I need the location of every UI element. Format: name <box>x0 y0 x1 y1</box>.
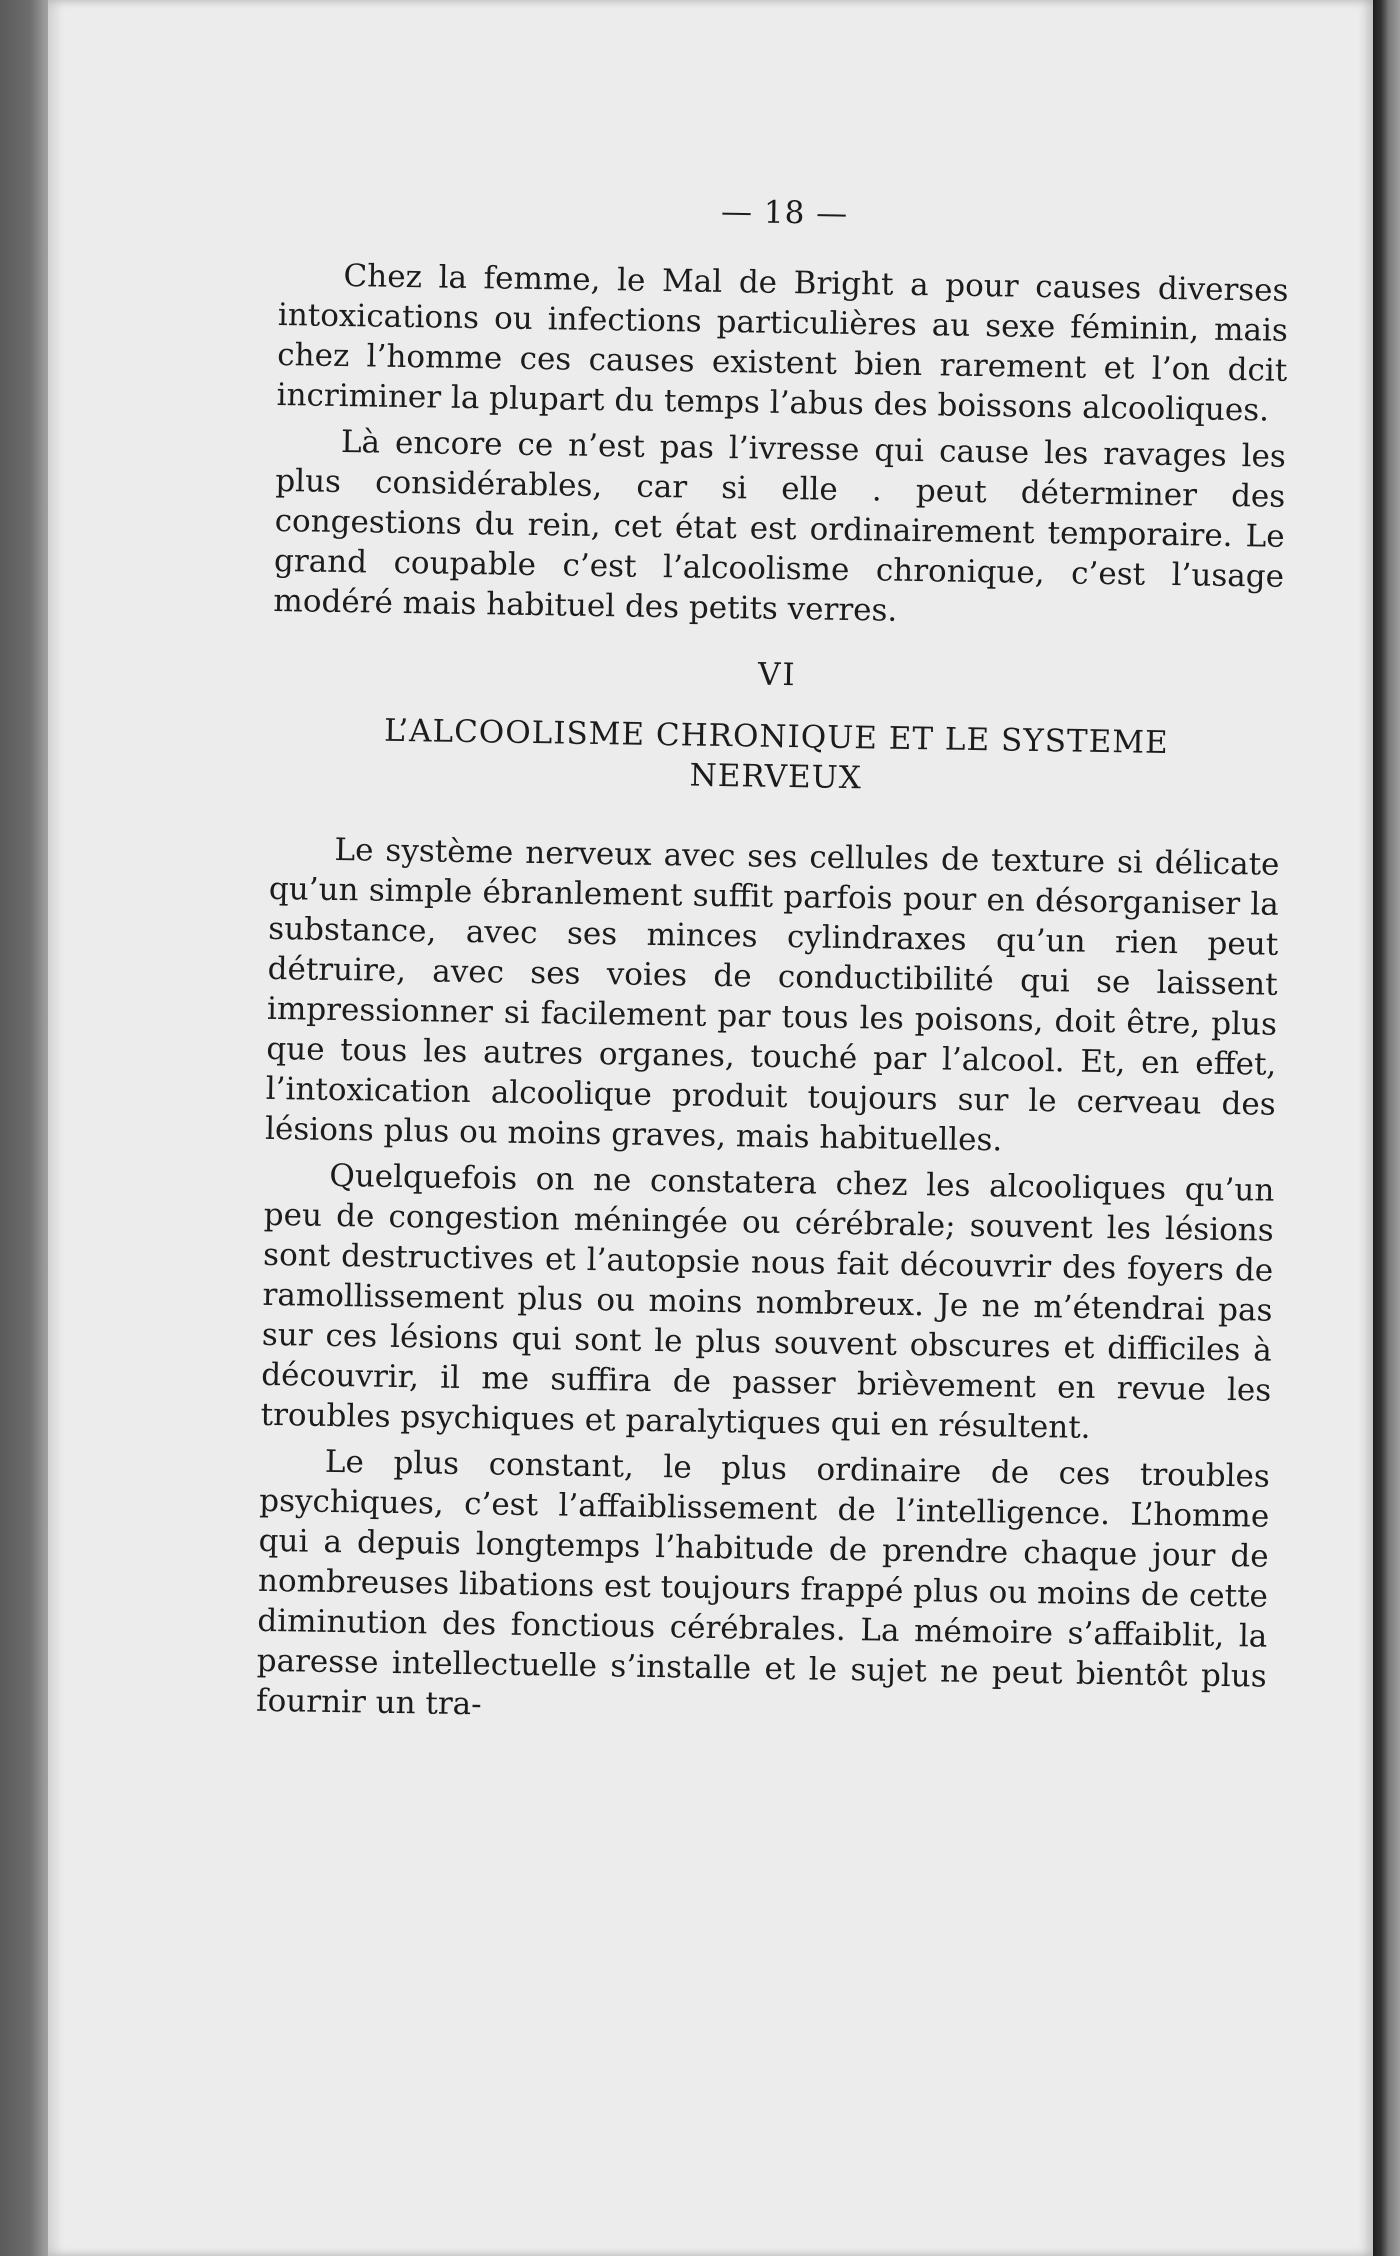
paragraph: Le système nerveux avec ses cellules de texture si délicate qu’un simple ébranlement suffit parfois pour en désorganiser la substance, avec ses minces cylindraxes qu’un rien peut détruire, avec ses voies de conductibilité qui se laissent impressionner si facilement par tous les poisons, doit être, plus que tous les autres organes, touché par l’alcool. Et, en effet, l’intoxication alcoolique produit toujours sur le cerveau des lésions plus ou moins graves, mais habituelles. <box>264 831 1280 1159</box>
paragraph: Chez la femme, le Mal de Bright a pour causes diverses intoxications ou infections particulières au sexe féminin, mais chez l’homme ces causes existent bien rarement et l’on dcit incriminer la plupart du temps l’abus des boissons alcooliques. <box>276 258 1289 429</box>
book-page <box>48 0 1373 2256</box>
paragraph: Quelquefois on ne constatera chez les alcooliques qu’un peu de congestion méningée ou cérébrale; souvent les lésions sont destructives et l’autopsie nous fait découvrir des foyers de ramollissement plus ou moins nombreux. Je ne m’étendrai pas sur ces lésions qui sont le plus souvent obscures et difficiles à découvrir, il me suffira de passer brièvement en revue les troubles psychiques et paralytiques qui en résultent. <box>260 1157 1275 1446</box>
paragraph: Le plus constant, le plus ordinaire de ces troubles psychiques, c’est l’affaiblissement de l’intelligence. L’homme qui a depuis longtemps l’habitude de prendre chaque jour de nombreuses libations est toujours frappé plus ou moins de cette diminution des fonctious cérébrales. La mémoire s’affaiblit, la paresse intellectuelle s’installe et le sujet ne peut bientôt plus fournir un tra- <box>255 1443 1271 1723</box>
section-title <box>271 709 1282 805</box>
page-text <box>256 185 1290 1743</box>
section-title-line: L’ALCOOLISME CHRONIQUE ET LE SYSTEME <box>383 712 1169 762</box>
page-edge-shadow <box>1373 0 1400 2256</box>
section-title-line: NERVEUX <box>689 757 863 797</box>
page-number: — 18 — <box>720 193 849 232</box>
paragraph: Là encore ce n’est pas l’ivresse qui cause les ravages les plus considérables, car si elle . peut déterminer des congestions du rein, cet état est ordinairement temporaire. Le grand coupable c’est l’alcoolisme chronique, c’est l’usage modéré mais habituel des petits verres. <box>273 423 1287 629</box>
section-number: VI <box>757 656 797 694</box>
